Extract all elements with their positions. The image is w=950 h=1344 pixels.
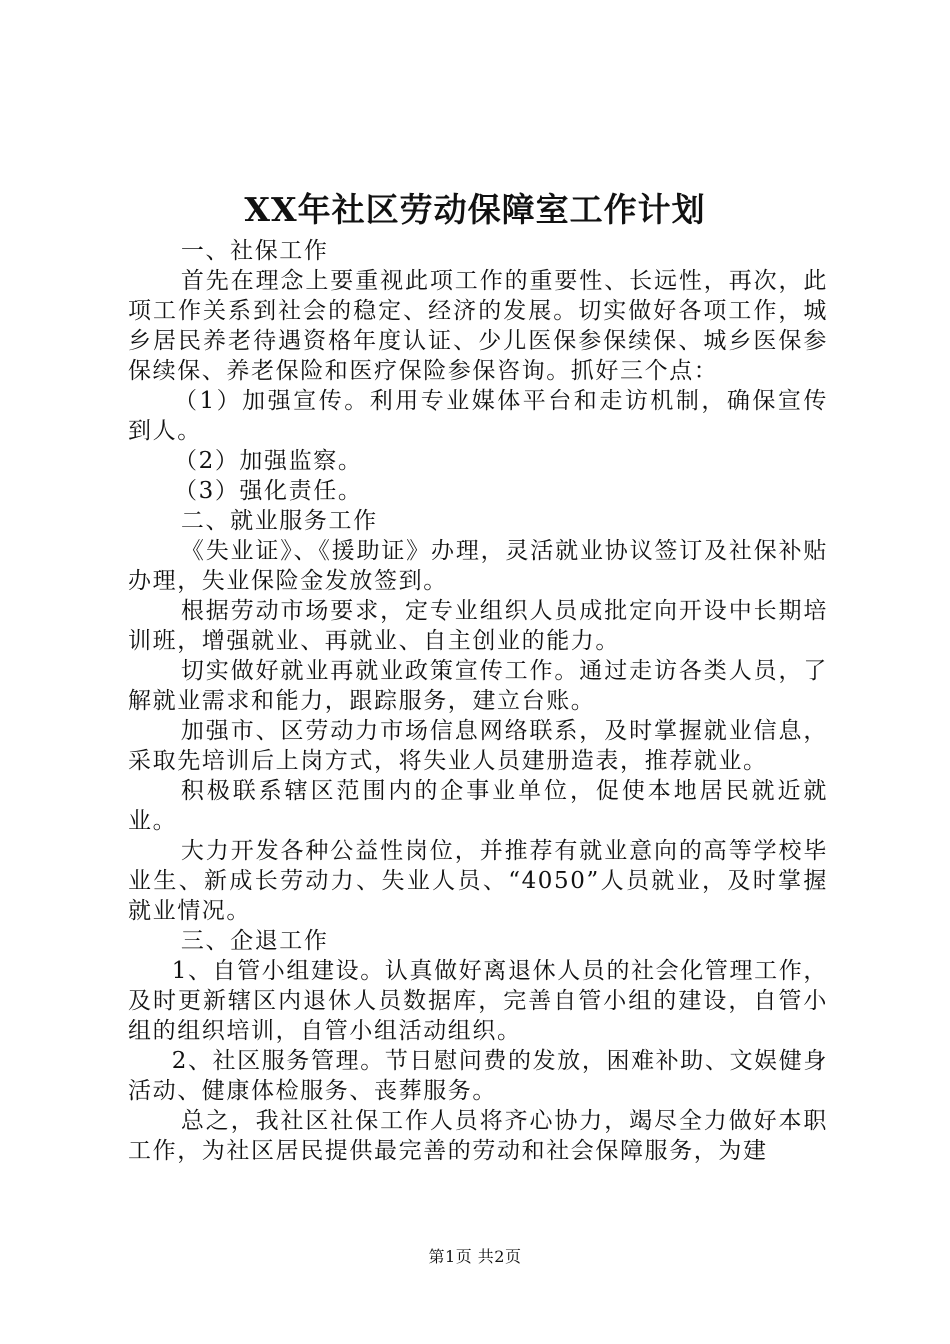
list-item: （2）加强监察。 [174, 448, 363, 474]
paragraph: 切实做好就业再就业政策宣传工作。通过走访各类人员，了解就业需求和能力，跟踪服务，建立台账。 [128, 658, 828, 714]
paragraph: 根据劳动市场要求，定专业组织人员成批定向开设中长期培训班，增强就业、再就业、自主创业的能力。 [128, 598, 828, 654]
section-heading: 一、社保工作 [180, 238, 329, 264]
list-item: （3）强化责任。 [174, 478, 363, 504]
paragraph: 大力开发各种公益性岗位，并推荐有就业意向的高等学校毕业生、新成长劳动力、失业人员、“4050”人员就业，及时掌握就业情况。 [128, 838, 828, 924]
page-footer: 第1页 共2页 [428, 1247, 522, 1266]
document-title: XX年社区劳动保障室工作计划 [244, 190, 706, 229]
paragraph: 《失业证》、《援助证》办理，灵活就业协议签订及社保补贴办理，失业保险金发放签到。 [128, 538, 828, 594]
section-heading: 三、企退工作 [180, 928, 329, 954]
list-item: （1）加强宣传。利用专业媒体平台和走访机制，确保宣传到人。 [128, 388, 828, 444]
document-body [128, 236, 828, 1166]
paragraph: 加强市、区劳动力市场信息网络联系，及时掌握就业信息，采取先培训后上岗方式，将失业人员建册造表，推荐就业。 [128, 718, 828, 774]
paragraph: 积极联系辖区范围内的企事业单位，促使本地居民就近就业。 [128, 778, 828, 834]
numbered-item: 1、自管小组建设。认真做好离退休人员的社会化管理工作，及时更新辖区内退休人员数据库，完善自管小组的建设，自管小组的组织培训，自管小组活动组织。 [128, 958, 828, 1044]
section-heading: 二、就业服务工作 [180, 508, 378, 534]
paragraph: 总之，我社区社保工作人员将齐心协力，竭尽全力做好本职工作，为社区居民提供最完善的劳动和社会保障服务，为建 [128, 1108, 828, 1164]
numbered-item: 2、社区服务管理。节日慰问费的发放，困难补助、文娱健身活动、健康体检服务、丧葬服务。 [128, 1048, 828, 1104]
paragraph: 首先在理念上要重视此项工作的重要性、长远性，再次，此项工作关系到社会的稳定、经济的发展。切实做好各项工作，城乡居民养老待遇资格年度认证、少儿医保参保续保、城乡医保参保续保、养老保险和医疗保险参保咨询。抓好三个点： [128, 268, 828, 384]
